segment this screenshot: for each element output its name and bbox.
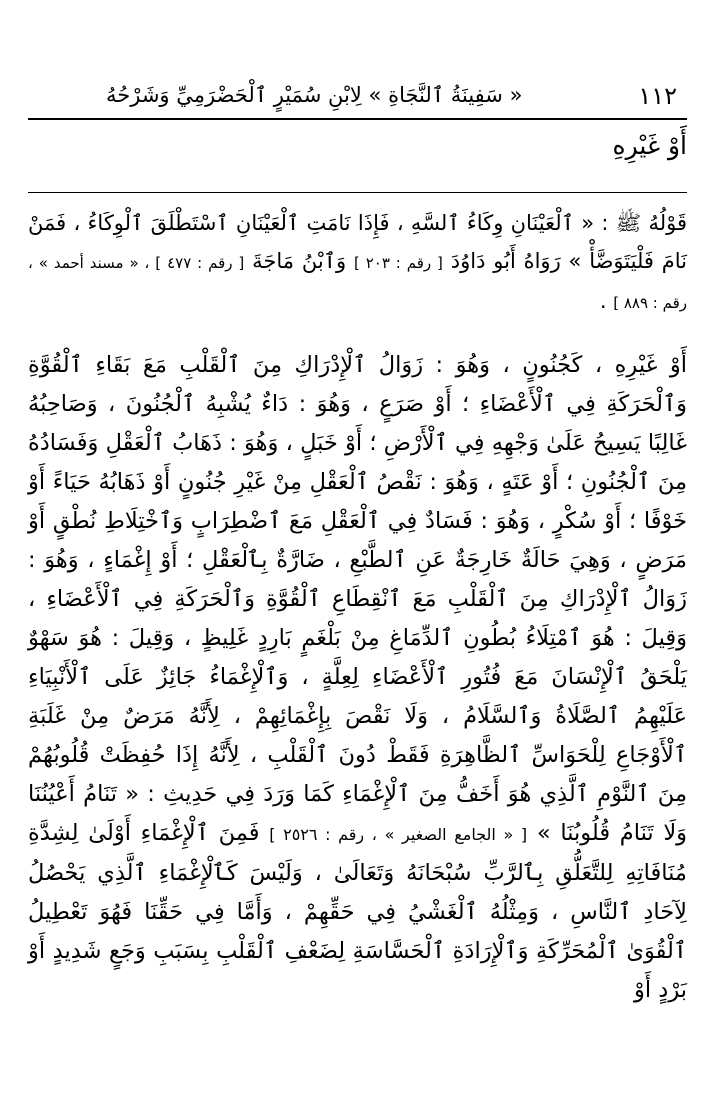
header-rule — [28, 118, 687, 120]
footnote-rule — [28, 192, 687, 193]
main-text-block — [28, 346, 687, 1010]
footnote-block — [28, 204, 687, 322]
main-text: فَمِنَ ٱلْإِغْمَاءِ أَوْلَىٰ لِشِدَّةِ مُنَافَاتِهِ لِلتَّعَلُّقِ بِٱلرَّبِّ سُبْحَانَهُ وَتَعَالَىٰ ، وَلَيْسَ كَٱلْإِغْمَاءِ ٱلَّذِي يَحْصُلُ لِآحَادِ ٱلنَّاسِ ، وَمِثْلُهُ ٱلْغَشْيُ فِي حَقِّهِمْ ، وَأَمَّا فِي حَقِّنَا فَهُوَ تَعْطِيلُ ٱلْقُوَىٰ ٱلْمُحَرِّكَةِ وَٱلْإِرَادَةِ ٱلْحَسَّاسَةِ لِضَعْفِ ٱلْقَلْبِ بِسَبَبِ وَجَعٍ شَدِيدٍ أَوْ بَرْدٍ أَوْ — [28, 820, 687, 1003]
page-number: ١١٢ — [638, 82, 677, 110]
footnote-text: وَٱبْنُ مَاجَةَ — [252, 249, 347, 273]
main-text: أَوْ غَيْرِهِ ، كَجُنُونٍ ، وَهُوَ : زَوَالُ ٱلْإِدْرَاكِ مِنَ ٱلْقَلْبِ مَعَ بَقَاءِ ٱلْقُوَّةِ وَٱلْحَرَكَةِ فِي ٱلْأَعْضَاءِ ؛ أَوْ صَرَعٍ ، وَهُوَ : دَاءٌ يُشْبِهُ ٱلْجُنُونَ ، وَصَاحِبُهُ غَالِبًا يَسِيحُ عَلَىٰ وَجْهِهِ فِي ٱلْأَرْضِ ؛ أَوْ خَبَلٍ ، وَهُوَ : ذَهَابُ ٱلْعَقْلِ وَفَسَادُهُ مِنَ ٱلْجُنُونِ ؛ أَوْ عَتَهٍ ، وَهُوَ : نَقْصُ ٱلْعَقْلِ مِنْ غَيْرِ جُنُونٍ أَوْ ذَهَابُهُ حَيَاءً أَوْ خَوْفًا ؛ أَوْ سُكْرٍ ، وَهُوَ : فَسَادٌ فِي ٱلْعَقْلِ مَعَ ٱضْطِرَابٍ وَٱخْتِلَاطِ نُطْقٍ أَوْ مَرَضٍ ، وَهِيَ حَالَةٌ خَارِجَةٌ عَنِ ٱلطَّبْعِ ، ضَارَّةٌ بِٱلْعَقْلِ ؛ أَوْ إِغْمَاءٍ ، وَهُوَ : زَوَالُ ٱلْإِدْرَاكِ مِنَ ٱلْقَلْبِ مَعَ ٱنْقِطَاعِ ٱلْقُوَّةِ وَٱلْحَرَكَةِ فِي ٱلْأَعْضَاءِ ، وَقِيلَ : هُوَ ٱمْتِلَاءُ بُطُونِ ٱلدِّمَاغِ مِنْ بَلْغَمٍ بَارِدٍ غَلِيظٍ ، وَقِيلَ : هُوَ سَهْوٌ يَلْحَقُ ٱلْإِنْسَانَ مَعَ فُتُورِ ٱلْأَعْضَاءِ لِعِلَّةٍ ، وَٱلْإِغْمَاءُ جَائِزٌ عَلَى ٱلْأَنْبِيَاءِ عَلَيْهِمُ ٱلصَّلَاةُ وَٱلسَّلَامُ ، وَلَا نَقْصَ بِإِغْمَائِهِمْ ، لِأَنَّهُ مَرَضٌ مِنْ غَلَبَةِ ٱلْأَوْجَاعِ لِلْحَوَاسِّ ٱلظَّاهِرَةِ فَقَطْ دُونَ ٱلْقَلْبِ ، لِأَنَّهُ إِذَا حُفِظَتْ قُلُوبُهُمْ مِنَ ٱلنَّوْمِ ٱلَّذِي هُوَ أَخَفُّ مِنَ ٱلْإِغْمَاءِ كَمَا وَرَدَ فِي حَدِيثِ : « تَنَامُ أَعْيُنُنَا وَلَا تَنَامُ قُلُوبُنَا » — [28, 352, 688, 846]
footnote-end: . — [599, 289, 607, 313]
footnote-reference: [ رقم : ٢٠٣ ] — [353, 254, 443, 272]
page-header — [28, 58, 687, 108]
hadith-reference: [ « الجامع الصغير » ، رقم : ٢٥٢٦ ] — [269, 825, 528, 844]
footnote-text: قَوْلُهُ ﷺ : « ٱلْعَيْنَانِ وِكَاءُ ٱلسَّهِ ، فَإِذَا نَامَتِ ٱلْعَيْنَانِ ٱسْتَطْلَقَ ٱلْوِكَاءُ ، فَمَنْ نَامَ فَلْيَتَوَضَّأْ » رَوَاهُ أَبُو دَاوُدَ — [28, 211, 688, 273]
book-page — [28, 0, 687, 1116]
footnote-carryover: أَوْ غَيْرِهِ — [612, 131, 687, 160]
running-title: « سَفِينَةُ ٱلنَّجَاةِ » لِابْنِ سُمَيْرٍ ٱلْحَضْرَمِيِّ وَشَرْحُهُ — [106, 82, 523, 107]
footnote-reference: [ رقم : ٤٧٧ ] ، « مسند أحمد » ، رقم : ٨٨٩ ] — [28, 254, 687, 312]
